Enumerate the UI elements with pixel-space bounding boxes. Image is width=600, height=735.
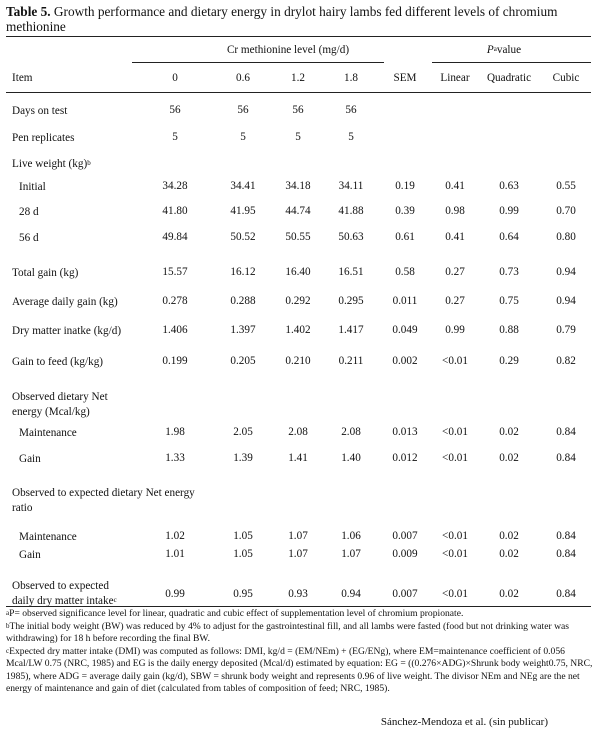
cell-p-quadratic: 0.02 — [499, 588, 519, 600]
row-label-footnote-marker: b — [87, 159, 91, 167]
row-label-text: Pen replicates — [12, 132, 75, 144]
cell-level-0-6: 41.95 — [230, 205, 256, 217]
row-label-text: Gain to feed (kg/kg) — [12, 356, 104, 368]
row-label — [19, 180, 46, 195]
cell-level-0: 34.28 — [162, 180, 188, 192]
cell-level-1-2: 1.41 — [288, 452, 308, 464]
footnote-a-text: P= observed significance level for linear, quadratic and cubic effect of supplementation level of chromium propionate. — [9, 608, 464, 619]
cell-p-linear: <0.01 — [442, 426, 468, 438]
row-label-text: Maintenance — [19, 427, 77, 439]
footnote-b — [6, 621, 594, 646]
cell-p-linear: <0.01 — [442, 530, 468, 542]
row-label-continued: daily dry matter intake — [12, 594, 114, 607]
row-label — [12, 390, 108, 419]
cell-p-cubic: 0.79 — [556, 324, 576, 336]
cell-level-0-6: 2.05 — [233, 426, 253, 438]
cell-level-1-2: 5 — [295, 131, 301, 143]
footnote-a — [6, 608, 594, 620]
cell-level-0-6: 56 — [237, 104, 249, 116]
row-label — [12, 486, 195, 515]
cell-p-linear: 0.27 — [445, 295, 465, 307]
cell-level-1-2: 1.07 — [288, 530, 308, 542]
header-p-group — [487, 44, 521, 57]
cell-level-0-6: 1.05 — [233, 548, 253, 560]
footnote-b-text: The initial body weight (BW) was reduced by 4% to adjust for the gastrointestinal fill, and all lambs were fasted (food but not drinking water was withdrawing) for 18 h before recording the final BW. — [6, 621, 569, 645]
header-p-sup: a — [493, 45, 497, 53]
row-label-text: Observed to expected — [12, 580, 109, 592]
header-cubic: Cubic — [552, 72, 580, 84]
cell-level-0: 0.99 — [165, 588, 185, 600]
cell-level-1-8: 2.08 — [341, 426, 361, 438]
cell-p-linear: 0.27 — [445, 266, 465, 278]
cell-p-quadratic: 0.63 — [499, 180, 519, 192]
cell-p-quadratic: 0.29 — [499, 355, 519, 367]
cell-sem: 0.011 — [392, 295, 418, 307]
row-label-text: Days on test — [12, 105, 68, 117]
row-label — [12, 266, 78, 281]
cell-level-1-8: 56 — [345, 104, 357, 116]
header-level-1: 0.6 — [236, 72, 250, 84]
header-sem: SEM — [393, 72, 417, 84]
cell-level-0: 49.84 — [162, 231, 188, 243]
cell-level-0: 1.98 — [165, 426, 185, 438]
cell-sem: 0.049 — [392, 324, 418, 336]
cell-level-1-8: 34.11 — [338, 180, 364, 192]
header-linear: Linear — [440, 72, 470, 84]
header-p-label: value — [496, 44, 522, 56]
cell-p-cubic: 0.94 — [556, 266, 576, 278]
cell-level-1-2: 1.07 — [288, 548, 308, 560]
row-label-text: Observed to expected dietary Net energy — [12, 487, 195, 499]
cell-level-0-6: 1.39 — [233, 452, 253, 464]
cell-level-0: 1.33 — [165, 452, 185, 464]
header-quadratic: Quadratic — [486, 72, 532, 84]
cell-level-1-8: 41.88 — [338, 205, 364, 217]
cell-level-1-8: 1.40 — [341, 452, 361, 464]
cell-level-0: 56 — [169, 104, 181, 116]
cell-level-1-2: 16.40 — [285, 266, 311, 278]
cell-p-linear: 0.99 — [445, 324, 465, 336]
header-rule — [6, 92, 591, 93]
cell-level-0-6: 0.288 — [230, 295, 256, 307]
bottom-rule — [6, 606, 591, 607]
row-label-text: Average daily gain (kg) — [12, 296, 118, 308]
cell-level-0-6: 50.52 — [230, 231, 256, 243]
row-label-text: Maintenance — [19, 531, 77, 543]
row-label — [12, 324, 121, 339]
cell-sem: 0.007 — [392, 588, 418, 600]
cell-p-linear: <0.01 — [442, 355, 468, 367]
table-caption — [6, 4, 591, 34]
cell-p-cubic: 0.70 — [556, 205, 576, 217]
cell-level-1-8: 16.51 — [338, 266, 364, 278]
cell-sem: 0.58 — [395, 266, 415, 278]
cr-group-rule — [132, 62, 384, 63]
cell-sem: 0.012 — [392, 452, 418, 464]
row-label-continued: energy (Mcal/kg) — [12, 405, 90, 418]
cell-level-0: 1.01 — [165, 548, 185, 560]
cell-level-0-6: 1.05 — [233, 530, 253, 542]
row-label-text: Observed dietary Net — [12, 391, 108, 403]
cell-level-1-8: 1.07 — [341, 548, 361, 560]
cell-level-0-6: 0.205 — [230, 355, 256, 367]
cell-level-1-2: 44.74 — [285, 205, 311, 217]
cell-level-1-8: 0.94 — [341, 588, 361, 600]
footnote-c — [6, 646, 594, 696]
row-label-text: Live weight (kg) — [12, 158, 88, 170]
footnote-c-marker: c — [6, 647, 10, 655]
cell-sem: 0.19 — [395, 180, 415, 192]
header-p-letter: P — [486, 44, 494, 56]
cell-level-0-6: 0.95 — [233, 588, 253, 600]
row-label-text: Dry matter inatke (kg/d) — [12, 325, 122, 337]
cell-p-linear: <0.01 — [442, 588, 468, 600]
cell-level-0: 15.57 — [162, 266, 188, 278]
row-label — [19, 530, 77, 545]
cell-level-1-8: 0.211 — [338, 355, 364, 367]
cell-level-1-2: 0.210 — [285, 355, 311, 367]
cell-level-1-8: 1.06 — [341, 530, 361, 542]
header-level-2: 1.2 — [291, 72, 305, 84]
cell-p-cubic: 0.94 — [556, 295, 576, 307]
row-label-text: 28 d — [19, 206, 39, 218]
cell-level-0-6: 5 — [240, 131, 246, 143]
cell-level-0: 0.199 — [162, 355, 188, 367]
cell-p-quadratic: 0.02 — [499, 530, 519, 542]
cell-p-cubic: 0.84 — [556, 588, 576, 600]
row-label-text: Gain — [19, 549, 41, 561]
row-label-continued: ratio — [12, 501, 33, 514]
cell-level-0-6: 1.397 — [230, 324, 256, 336]
row-label — [19, 452, 41, 467]
cell-p-quadratic: 0.75 — [499, 295, 519, 307]
cell-p-quadratic: 0.02 — [499, 426, 519, 438]
row-label-text: Gain — [19, 453, 41, 465]
cell-level-1-2: 2.08 — [288, 426, 308, 438]
p-group-rule — [432, 62, 591, 63]
footnote-c-text: Expected dry matter intake (DMI) was computed as follows: DMI, kg/d = (EM/NEm) + (EG/ENg), where EM=maintenance coefficient of 0.056 Mcal/LW 0.75 (NRC, 1985) and EG is the daily energy deposited (Mcal/d) estimated by equation: EG = ((0.276×ADG)×Shrunk body weight0.75, NRC, 1985), where ADG = average daily gain (kg/d), SBW = shrunk body weight and represents 0.96 of live weight. The divisor NEm and NEg are the net energy of maintenance and gain of diet (calculated from tables of composition of feed; NRC, 1985). — [6, 646, 593, 695]
cell-level-1-2: 50.55 — [285, 231, 311, 243]
row-label — [12, 131, 74, 146]
cell-level-1-2: 56 — [292, 104, 304, 116]
cell-level-1-8: 0.295 — [338, 295, 364, 307]
cell-level-0: 1.02 — [165, 530, 185, 542]
cell-level-1-2: 0.292 — [285, 295, 311, 307]
cell-level-1-2: 34.18 — [285, 180, 311, 192]
cell-level-1-2: 1.402 — [285, 324, 311, 336]
cell-sem: 0.002 — [392, 355, 418, 367]
header-level-3: 1.8 — [344, 72, 358, 84]
cell-p-linear: <0.01 — [442, 548, 468, 560]
row-label — [12, 579, 117, 608]
cell-p-cubic: 0.84 — [556, 530, 576, 542]
cell-p-linear: 0.41 — [445, 180, 465, 192]
cell-p-linear: 0.98 — [445, 205, 465, 217]
cell-level-1-2: 0.93 — [288, 588, 308, 600]
cell-level-0: 1.406 — [162, 324, 188, 336]
row-label — [19, 426, 77, 441]
cell-p-cubic: 0.55 — [556, 180, 576, 192]
cell-p-quadratic: 0.99 — [499, 205, 519, 217]
header-cr-group: Cr methionine level (mg/d) — [226, 44, 350, 56]
cell-level-0: 41.80 — [162, 205, 188, 217]
footnote-b-marker: b — [6, 622, 10, 630]
cell-sem: 0.009 — [392, 548, 418, 560]
row-label — [12, 295, 118, 310]
table-number: Table 5. — [6, 4, 51, 19]
cell-level-1-8: 50.63 — [338, 231, 364, 243]
cell-p-cubic: 0.84 — [556, 426, 576, 438]
top-rule — [6, 36, 591, 37]
cell-p-quadratic: 0.02 — [499, 548, 519, 560]
cell-p-quadratic: 0.73 — [499, 266, 519, 278]
source-credit: Sánchez-Mendoza et al. (sin publicar) — [380, 716, 548, 728]
cell-sem: 0.61 — [395, 231, 415, 243]
row-label — [12, 355, 103, 370]
cell-p-cubic: 0.82 — [556, 355, 576, 367]
row-label — [12, 104, 67, 119]
cell-level-0: 5 — [172, 131, 178, 143]
cell-p-quadratic: 0.88 — [499, 324, 519, 336]
cell-level-0: 0.278 — [162, 295, 188, 307]
row-label — [12, 157, 91, 172]
cell-p-linear: 0.41 — [445, 231, 465, 243]
cell-level-1-8: 1.417 — [338, 324, 364, 336]
cell-level-1-8: 5 — [348, 131, 354, 143]
row-label-text: Initial — [19, 181, 46, 193]
cell-p-quadratic: 0.02 — [499, 452, 519, 464]
cell-sem: 0.013 — [392, 426, 418, 438]
row-label-text: Total gain (kg) — [12, 267, 79, 279]
cell-sem: 0.007 — [392, 530, 418, 542]
row-label-footnote-marker: c — [113, 595, 117, 604]
cell-p-cubic: 0.80 — [556, 231, 576, 243]
table-title: Growth performance and dietary energy in drylot hairy lambs fed different levels of chromium methionine — [6, 4, 558, 34]
row-label — [19, 205, 39, 220]
cell-sem: 0.39 — [395, 205, 415, 217]
cell-p-cubic: 0.84 — [556, 548, 576, 560]
row-label — [19, 231, 39, 246]
cell-level-0-6: 16.12 — [230, 266, 256, 278]
cell-p-cubic: 0.84 — [556, 452, 576, 464]
cell-level-0-6: 34.41 — [230, 180, 256, 192]
row-label-text: 56 d — [19, 232, 39, 244]
cell-p-quadratic: 0.64 — [499, 231, 519, 243]
header-item: Item — [12, 72, 33, 84]
cell-p-linear: <0.01 — [442, 452, 468, 464]
header-level-0: 0 — [172, 72, 178, 84]
row-label — [19, 548, 41, 563]
footnote-a-marker: a — [6, 609, 10, 617]
